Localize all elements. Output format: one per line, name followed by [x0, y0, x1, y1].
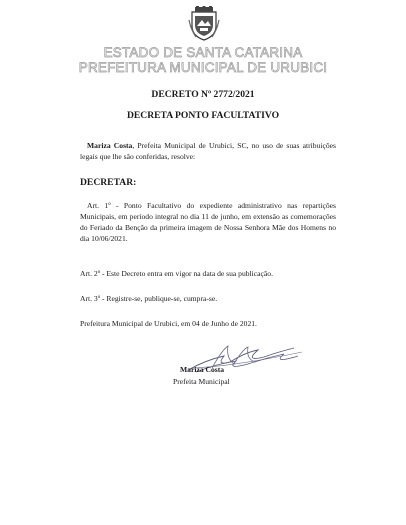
intro-name: Mariza Costa	[87, 141, 133, 150]
intro-text: , Prefeita Municipal de Urubici, SC, no uso de suas atribuições legais que lhe são conferidas, resolve:	[80, 141, 336, 161]
header-municipality: PREFEITURA MUNICIPAL DE URUBICI	[78, 60, 328, 75]
signatory-role: Prefeita Municipal	[173, 377, 230, 386]
intro-paragraph	[80, 140, 336, 162]
article-2: Art. 2º - Este Decreto entra em vigor na data de sua publicação.	[80, 269, 273, 278]
article-3: Art. 3º - Registre-se, publique-se, cumpra-se.	[80, 294, 218, 303]
article-1: Art. 1º - Ponto Facultativo do expediente administrativo nas repartições Municipais, em período integral no dia 11 de junho, em extensão as comemorações do Feriado da Benção da primeira imagem de Nossa Senhora Mãe dos Homens no dia 10/06/2021.	[80, 201, 336, 243]
municipal-crest-icon	[188, 6, 220, 42]
signatory-name: Mariza Costa	[180, 365, 225, 374]
header-state: ESTADO DE SANTA CATARINA	[103, 45, 303, 60]
decretar-heading: DECRETAR:	[80, 177, 137, 188]
decree-subject: DECRETA PONTO FACULTATIVO	[126, 110, 280, 121]
date-line: Prefeitura Municipal de Urubici, em 04 de Junho de 2021.	[80, 319, 257, 328]
decree-number: DECRETO Nº 2772/2021	[151, 89, 255, 100]
